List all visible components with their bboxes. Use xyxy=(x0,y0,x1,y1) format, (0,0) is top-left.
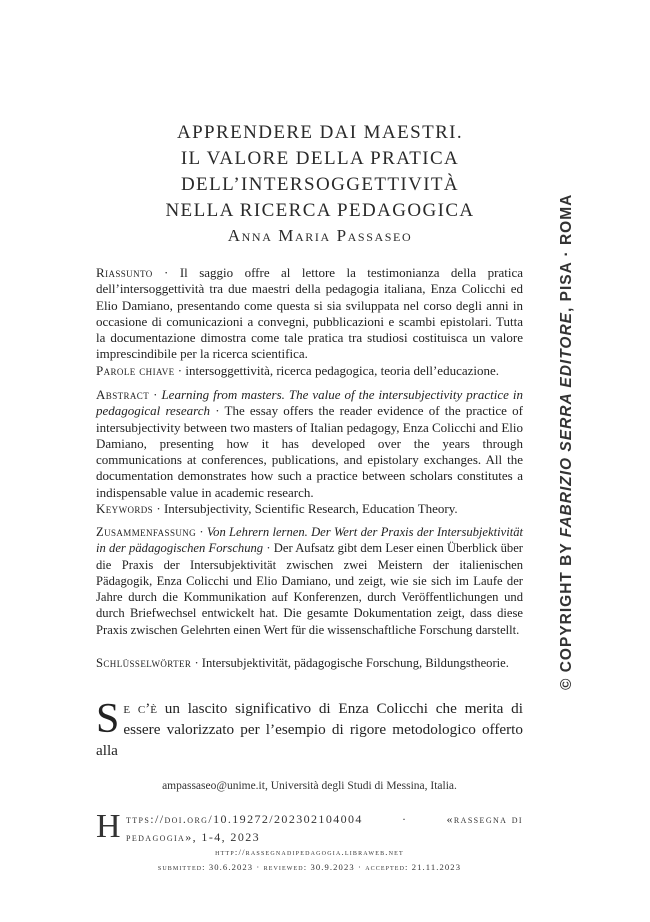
copyright-suffix: , PISA · ROMA xyxy=(558,193,575,312)
abstract-label: Zusammenfassung xyxy=(96,525,197,539)
title-line: NELLA RICERCA PEDAGOGICA xyxy=(165,200,475,221)
author-name: Anna Maria Passaseo xyxy=(227,226,413,245)
keywords-german: Schlüsselwörter · Intersubjektivität, pädagogische Forschung, Bildungstheorie. xyxy=(96,656,509,670)
journal-issue: pedagogia», 1-4, 2023 xyxy=(125,830,261,844)
lead-words: e c’è xyxy=(123,700,157,717)
body-text: un lascito significativo di Enza Colicchi che merita di essere valorizzato per l’esempio di rigore metodologico offerto alla xyxy=(96,700,523,759)
abstract-text: Der Aufsatz gibt dem Leser einen Überblick über die Praxis der Intersubjektivität zwischen zwei Meistern der italienischen Pädagogik, Enza Colicchi und Elio Damiano, und zeigt, wie sie sich im Laufe der Jahre durch die Kommunikation auf Konferenzen, durch Veröffentlichungen und durch Briefwechsel entwickelt hat. Die gesamte Dokumentation zeigt, dass diese Praxis zwischen Gelehrten einen Wert für die wissenschaftliche Forschung darstellt. xyxy=(96,541,523,637)
abstract-english: Abstract · Learning from masters. The value of the intersubjectivity practice in pedagogical research · The essay offers the reader evidence of the practice of intersubjectivity between two masters of Italian pedagogy, Enza Colicchi and Elio Damiano, presenting how it has developed over the years through communications at conferences, publications, and epistolary exchanges. All the documentation demonstrates how such a practice between scholars constitutes a indispensable value in academic research. xyxy=(96,387,523,500)
footnote: ampassaseo@unime.it, Università degli Studi di Messina, Italia. xyxy=(162,780,457,792)
keywords-label: Keywords xyxy=(96,501,154,516)
abstract-label: Riassunto xyxy=(96,265,153,280)
title-line: DELL’INTERSOGGETTIVITÀ xyxy=(180,174,460,195)
doi-separator: · xyxy=(401,812,408,826)
abstract-title: Von Lehrern lernen. Der Wert der Praxis der Intersubjektivität in der pädagogischen Forschung xyxy=(96,525,523,556)
keywords-english: Keywords · Intersubjectivity, Scientific Research, Education Theory. xyxy=(96,501,458,516)
drop-cap: S xyxy=(96,696,120,742)
keywords-italian: Parole chiave · intersoggettività, ricerca pedagogica, teoria dell’educazione. xyxy=(96,363,500,378)
copyright-prefix: © COPYRIGHT BY xyxy=(558,542,575,690)
journal-url[interactable]: http://rassegnadipedagogia.libraweb.net xyxy=(215,847,404,857)
abstract-label: Abstract xyxy=(96,387,150,402)
abstract-text: The essay offers the reader evidence of the practice of intersubjectivity between two masters of Italian pedagogy, Enza Colicchi and Elio Damiano, presenting how it has developed over the years through communications at conferences, publications, and epistolary exchanges. All the documentation demonstrates how such a practice between scholars constitutes a indispensable value in academic research. xyxy=(96,403,523,500)
review-dates: submitted: 30.6.2023 · reviewed: 30.9.2023 · accepted: 21.11.2023 xyxy=(157,862,462,872)
keywords-text: Intersubjektivität, pädagogische Forschung, Bildungstheorie. xyxy=(201,656,509,670)
abstract-title: Learning from masters. The value of the intersubjectivity practice in pedagogical research xyxy=(96,387,523,419)
article-title xyxy=(100,120,540,224)
title-line: IL VALORE DELLA PRATICA xyxy=(180,148,460,169)
abstract-italian: Riassunto · Il saggio offre al lettore la testimonianza della pratica dell’intersoggettività tra due maestri della pedagogia italiana, Enza Colicchi ed Elio Damiano, presentando come questa si sia sviluppata nel corso degli anni in occasione di comunicazioni a convegni, pubblicazioni e scambi epistolari. Tutta la documentazione dimostra come tale pratica tra studiosi costituisca un valore imprescindibile per la ricerca scientifica. xyxy=(96,265,523,362)
keywords-text: intersoggettività, ricerca pedagogica, teoria dell’educazione. xyxy=(185,363,500,378)
copyright-publisher: FABRIZIO SERRA EDITORE xyxy=(558,312,575,538)
doi-link[interactable]: ttps://doi.org/10.19272/202302104004 xyxy=(125,812,363,826)
journal-name: «rassegna di xyxy=(446,812,523,826)
abstract-german: Zusammenfassung · Von Lehrern lernen. Der Wert der Praxis der Intersubjektivität in der pädagogischen Forschung · Der Aufsatz gibt dem Leser einen Überblick über die Praxis der Intersubjektivität zwischen zwei Meistern der italienischen Pädagogik, Enza Colicchi und Elio Damiano, und zeigt, wie sie sich im Laufe der Jahre durch die Kommunikation auf Konferenzen, durch Veröffentlichungen und durch Briefwechsel entwickelt hat. Die gesamte Dokumentation zeigt, dass diese Praxis zwischen Gelehrten einen Wert für die wissenschaftliche Forschung darstellt. xyxy=(96,525,523,637)
abstract-text: Il saggio offre al lettore la testimonianza della pratica dell’intersoggettività tra due maestri della pedagogia italiana, Enza Colicchi ed Elio Damiano, presentando come questa si sia sviluppata nel corso degli anni in occasione di comunicazioni a convegni, pubblicazioni e scambi epistolari. Tutta la documentazione dimostra come tale pratica tra studiosi costituisca un valore imprescindibile per la ricerca scientifica. xyxy=(96,265,523,362)
keywords-label: Schlüsselwörter xyxy=(96,656,192,670)
title-line: APPRENDERE DAI MAESTRI. xyxy=(176,122,464,143)
copyright-notice xyxy=(558,193,582,690)
keywords-text: Intersubjectivity, Scientific Research, Education Theory. xyxy=(163,501,458,516)
doi-drop-cap: H xyxy=(96,808,122,845)
keywords-label: Parole chiave xyxy=(96,363,175,378)
body-paragraph xyxy=(96,698,523,761)
doi-citation xyxy=(96,810,523,846)
